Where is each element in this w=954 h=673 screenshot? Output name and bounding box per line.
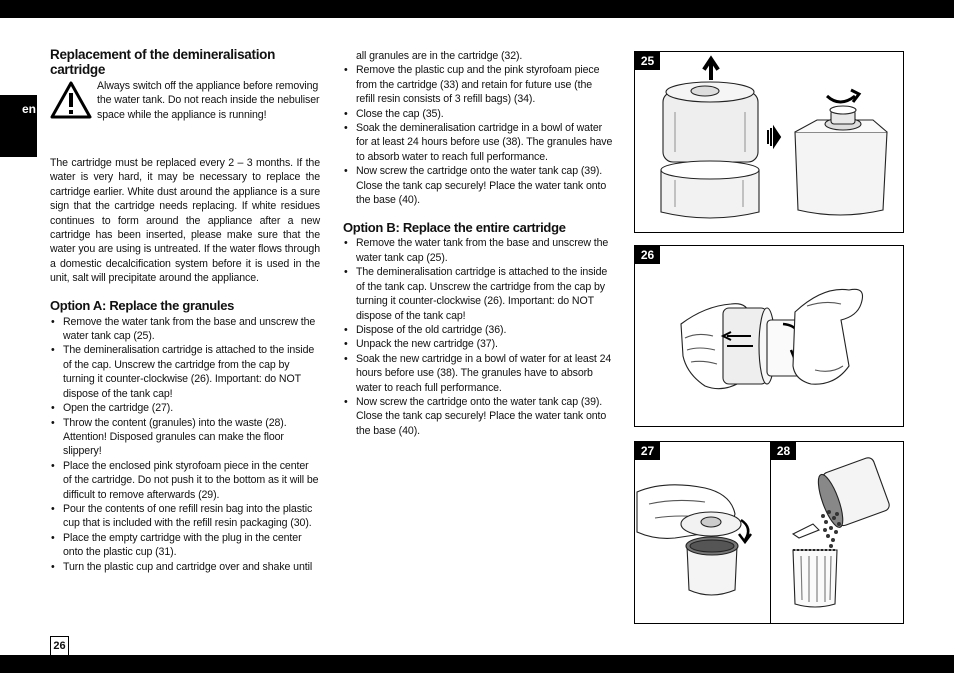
list-item: • Remove the plastic cup and the pink styrofoam piece from the cartridge (33) and retain for future use (the refill resin consists of 3 refill bags) (34).	[343, 63, 613, 106]
page-number: 26	[50, 636, 69, 656]
option-a-continued-list	[343, 63, 613, 207]
list-item: • Soak the demineralisation cartridge in a bowl of water for at least 24 hours before use (38). The granules have to absorb water to reach full performance.	[343, 121, 613, 164]
figure-28	[770, 441, 904, 624]
left-column	[50, 48, 320, 574]
list-item: • Remove the water tank from the base and unscrew the water tank cap (25).	[343, 236, 613, 265]
right-text-column	[343, 49, 613, 438]
option-b-heading: Option B: Replace the entire cartridge	[343, 220, 566, 236]
language-tab-label: en	[22, 102, 37, 116]
list-item: • The demineralisation cartridge is attached to the inside of the cap. Unscrew the cartridge from the cap by turning it counter-clockwise (26). Important: do NOT dispose of the tank cap!	[50, 343, 320, 401]
list-item: • Turn the plastic cup and cartridge over and shake until	[50, 560, 320, 574]
figure-26	[634, 245, 904, 427]
warning-text: Always switch off the appliance before removing the water tank. Do not reach inside the nebuliser space while the appliance is running!	[97, 80, 320, 121]
list-item: • Now screw the cartridge onto the water tank cap (39). Close the tank cap securely! Place the water tank onto the base (40).	[343, 164, 613, 207]
list-item: • Unpack the new cartridge (37).	[343, 337, 613, 351]
continued-line: all granules are in the cartridge (32).	[356, 50, 523, 62]
list-item: • Open the cartridge (27).	[50, 401, 320, 415]
unscrew-cartridge-illustration	[635, 246, 903, 426]
list-item: • Throw the content (granules) into the waste (28). Attention! Disposed granules can make the floor slippery!	[50, 416, 320, 459]
option-a-list	[50, 315, 320, 574]
option-a-heading: Option A: Replace the granules	[50, 297, 235, 313]
tank-removal-illustration	[635, 52, 903, 232]
warning-block	[50, 79, 320, 135]
list-item: • The demineralisation cartridge is attached to the inside of the tank cap. Unscrew the cartridge from the cap by turning it counter-clockwise (26). Important: do NOT dispose of the tank cap!	[343, 265, 613, 323]
open-cartridge-illustration	[635, 442, 771, 623]
figure-number: 27	[635, 442, 660, 460]
figure-25	[634, 51, 904, 233]
dispose-granules-illustration	[771, 442, 903, 623]
list-item: • Soak the new cartridge in a bowl of water for at least 24 hours before use (38). The granules have to absorb water to reach full performance.	[343, 352, 613, 395]
list-item: • Close the cap (35).	[343, 107, 613, 121]
list-item: • Pour the contents of one refill resin bag into the plastic cup that is included with the refill resin packaging (30).	[50, 502, 320, 531]
figure-number: 26	[635, 246, 660, 264]
language-tab	[0, 95, 37, 157]
list-item: • Dispose of the old cartridge (36).	[343, 323, 613, 337]
list-item: • Remove the water tank from the base and unscrew the water tank cap (25).	[50, 315, 320, 344]
bottom-bar	[0, 655, 954, 673]
option-b-list	[343, 236, 613, 438]
figure-number: 28	[771, 442, 796, 460]
figure-number: 25	[635, 52, 660, 70]
list-item: • Now screw the cartridge onto the water tank cap (39). Close the tank cap securely! Place the water tank onto the base (40).	[343, 395, 613, 438]
figure-27	[634, 441, 772, 624]
top-bar	[0, 0, 954, 18]
warning-triangle-icon	[50, 81, 92, 119]
intro-paragraph: The cartridge must be replaced every 2 – 3 months. If the water is very hard, it may be necessary to replace the cartridge earlier. White dust around the appliance is a sure sign that the cartridge needs replacing. If white residues continues to form around the appliance after a new cartridge has been inserted, please make sure that the water you are using is untreated. If the water flows through a domestic decalcification system before it is used in the unit, salt will precipitate around the appliance.	[50, 157, 320, 285]
list-item: • Place the empty cartridge with the plug in the center onto the plastic cup (31).	[50, 531, 320, 560]
list-item: • Place the enclosed pink styrofoam piece in the center of the cartridge. Do not push it to the bottom as it will be difficult to remove afterwards (29).	[50, 459, 320, 502]
section-heading: Replacement of the demineralisation cartridge	[50, 47, 276, 77]
